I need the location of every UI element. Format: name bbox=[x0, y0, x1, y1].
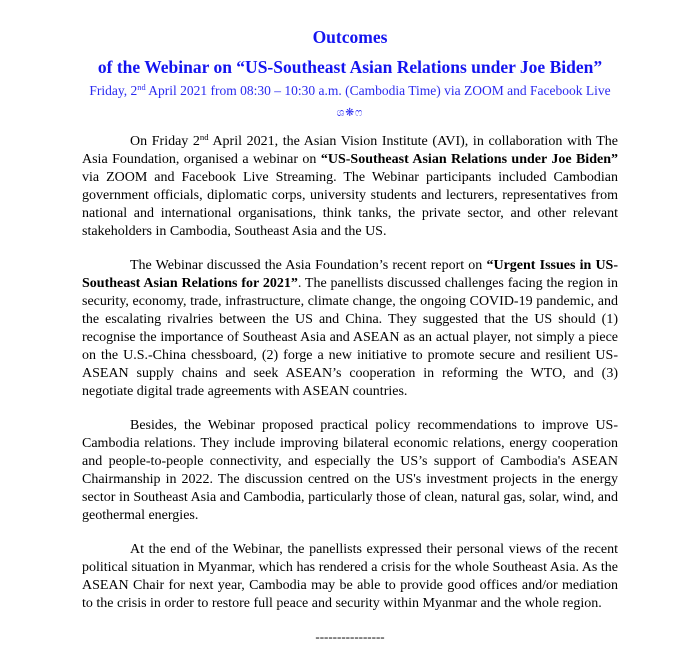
paragraph-recommendations: Besides, the Webinar proposed practical policy recommendations to improve US-Cambodia relations. They include improving bilateral economic relations, energy cooperation and people-to-people connectivity, and especially the US’s support of Cambodia's ASEAN Chairmanship in 2022. The discussion centred on the US's investment projects in the energy sector in Southeast Asia and Cambodia, particularly those of clean, natural gas, solar, wind, and geothermal energies. bbox=[82, 418, 618, 523]
text: April 2021, the Asian Vision Institute (AVI), in collaboration with The Asia Foundation, organised a webinar on bbox=[82, 134, 618, 167]
date-text: Friday, 2 bbox=[89, 83, 138, 98]
date-suffix: nd bbox=[137, 82, 146, 92]
text: On Friday 2 bbox=[130, 134, 200, 149]
event-date-line bbox=[0, 82, 700, 100]
document-body bbox=[82, 133, 618, 613]
text: via ZOOM and Facebook Live Streaming. The Webinar participants included Cambodian government officials, diplomatic corps, university students and lecturers, representatives from national and international organisations, think tanks, the private sector, and other relevant stakeholders in Cambodia, Southeast Asia and the US. bbox=[82, 170, 618, 239]
text: The Webinar discussed the Asia Foundation’s recent report on bbox=[130, 258, 487, 273]
date-suffix: nd bbox=[199, 131, 209, 142]
time-text: April 2021 from 08:30 – 10:30 a.m. (Cambodia Time) via ZOOM and Facebook Live bbox=[145, 83, 611, 98]
paragraph-intro bbox=[82, 133, 618, 241]
title: Outcomes bbox=[312, 27, 388, 47]
ornament-divider-icon: ශ❋ෆ bbox=[336, 107, 364, 119]
paragraph-myanmar: At the end of the Webinar, the panellists expressed their personal views of the recent political situation in Myanmar, which has rendered a crisis for the whole Southeast Asia. As the ASEAN Chair for next year, Cambodia may be able to provide good offices and/or mediation to the crisis in order to restore full peace and security within Myanmar and the whole region. bbox=[82, 542, 618, 611]
webinar-title: “US-Southeast Asian Relations under Joe Biden” bbox=[320, 152, 618, 167]
text: . The panellists discussed challenges facing the region in security, economy, trade, infrastructure, climate change, the ongoing COVID-19 pandemic, and the escalating rivalries between the US and China. They suggested that the US should (1) recognise the importance of Southeast Asia and ASEAN as an actual player, not simply a piece on the U.S.-China chessboard, (2) forge a new initiative to promote secure and resilient US-ASEAN supply chains and seek ASEAN’s cooperation in reforming the WTO, and (3) negotiate digital trade agreements with ASEAN countries. bbox=[82, 276, 618, 399]
report-title: “Urgent Issues in US-Southeast Asian Relations for 2021” bbox=[82, 258, 618, 291]
paragraph-report bbox=[82, 257, 618, 401]
end-marker: ---------------- bbox=[315, 629, 385, 644]
subtitle-title: of the Webinar on “US-Southeast Asian Relations under Joe Biden” bbox=[97, 57, 603, 77]
